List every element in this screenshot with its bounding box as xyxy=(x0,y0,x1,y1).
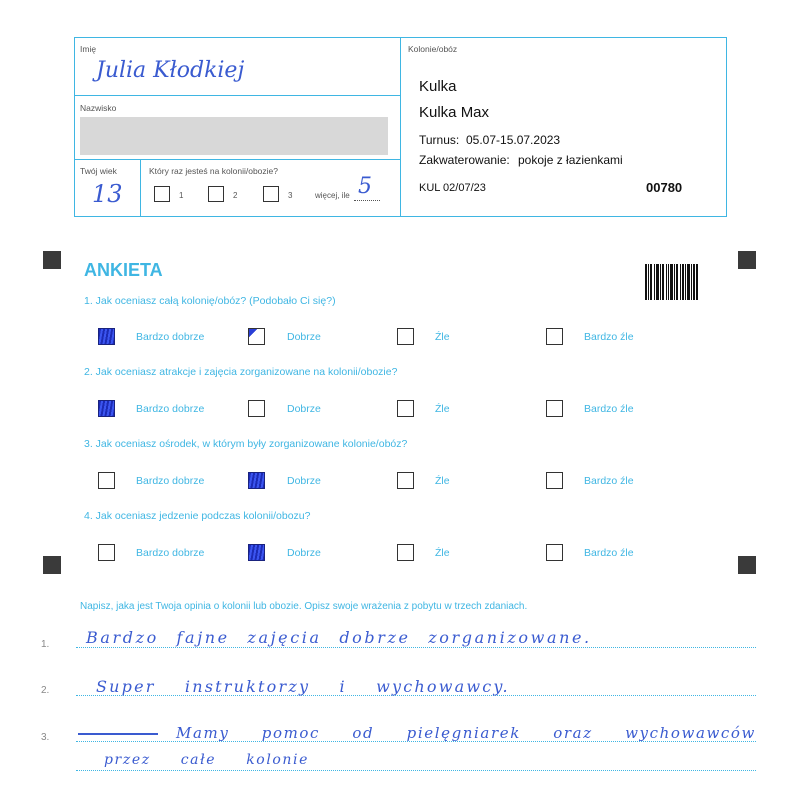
q2-option-dobrze-checkbox[interactable] xyxy=(248,400,265,417)
q2-option-bardzo-zle-checkbox[interactable] xyxy=(546,400,563,417)
q3-option-zle-label: Źle xyxy=(435,475,450,487)
q4-option-dobrze-checkbox[interactable] xyxy=(248,544,265,561)
q2-option-dobrze-label: Dobrze xyxy=(287,403,321,415)
wiek-label: Twój wiek xyxy=(80,166,117,176)
q4-option-bardzo-dobrze-label: Bardzo dobrze xyxy=(136,547,205,559)
q2-option-bardzo-dobrze-label: Bardzo dobrze xyxy=(136,403,205,415)
registration-mark-bottom-right xyxy=(738,556,756,574)
q1-option-zle-label: Źle xyxy=(435,331,450,343)
q3-option-bardzo-dobrze-label: Bardzo dobrze xyxy=(136,475,205,487)
q2-option-zle-checkbox[interactable] xyxy=(397,400,414,417)
question-1-text: 1. Jak oceniasz całą kolonię/obóz? (Podobało Ci się?) xyxy=(84,295,336,307)
line-number-2: 2. xyxy=(41,685,50,696)
q2-option-bardzo-dobrze-checkbox[interactable] xyxy=(98,400,115,417)
answer-text-2[interactable]: Super instruktorzy i wychowawcy. xyxy=(96,677,510,696)
answer-text-1[interactable]: Bardzo fajne zajęcia dobrze zorganizowane. xyxy=(86,628,592,647)
zakwaterowanie-value: pokoje z łazienkami xyxy=(518,153,623,167)
q2-option-bardzo-zle-label: Bardzo źle xyxy=(584,403,634,415)
question-3-text: 3. Jak oceniasz ośrodek, w którym były zorganizowane kolonie/obóz? xyxy=(84,438,408,450)
wiecej-label: więcej, ile xyxy=(315,191,350,200)
visit-option-1-checkbox[interactable] xyxy=(154,186,170,202)
header-divider-vertical xyxy=(400,37,401,217)
wiecej-line xyxy=(354,200,380,201)
visit-option-1-label: 1 xyxy=(179,191,184,200)
barcode-icon xyxy=(645,264,699,300)
imie-value[interactable]: Julia Kłodkiej xyxy=(96,58,245,83)
registration-mark-top-right xyxy=(738,251,756,269)
q1-option-bardzo-dobrze-label: Bardzo dobrze xyxy=(136,331,205,343)
q1-option-dobrze-label: Dobrze xyxy=(287,331,321,343)
wiecej-value[interactable]: 5 xyxy=(358,174,372,199)
answer-line-1 xyxy=(76,647,756,648)
q1-option-bardzo-dobrze-checkbox[interactable] xyxy=(98,328,115,345)
header-divider-2 xyxy=(74,159,401,160)
kolonia-name: Kulka xyxy=(419,78,457,95)
line-number-1: 1. xyxy=(41,639,50,650)
q2-option-zle-label: Źle xyxy=(435,403,450,415)
q4-option-bardzo-zle-checkbox[interactable] xyxy=(546,544,563,561)
camp-code: KUL 02/07/23 xyxy=(419,182,486,194)
answer-text-4[interactable]: przez całe kolonie xyxy=(104,752,310,768)
q3-option-dobrze-checkbox[interactable] xyxy=(248,472,265,489)
header-divider-1 xyxy=(74,95,401,96)
q4-option-bardzo-dobrze-checkbox[interactable] xyxy=(98,544,115,561)
q4-option-bardzo-zle-label: Bardzo źle xyxy=(584,547,634,559)
answer-text-3[interactable]: Mamy pomoc od pielęgniarek oraz wychowawców xyxy=(176,724,756,742)
q1-option-bardzo-zle-label: Bardzo źle xyxy=(584,331,634,343)
q1-option-bardzo-zle-checkbox[interactable] xyxy=(546,328,563,345)
ktory-raz-label: Który raz jesteś na kolonii/obozie? xyxy=(149,166,278,176)
q3-option-bardzo-zle-checkbox[interactable] xyxy=(546,472,563,489)
q1-option-dobrze-checkbox[interactable] xyxy=(248,328,265,345)
form-number: 00780 xyxy=(646,180,683,195)
q4-option-dobrze-label: Dobrze xyxy=(287,547,321,559)
crossed-out-word xyxy=(78,733,158,735)
question-4-text: 4. Jak oceniasz jedzenie podczas kolonii/obozu? xyxy=(84,510,311,522)
turnus-value: 05.07-15.07.2023 xyxy=(466,133,561,147)
kolonia-subname: Kulka Max xyxy=(419,104,490,121)
survey-title: ANKIETA xyxy=(84,260,163,280)
imie-label: Imię xyxy=(80,44,97,54)
zakwaterowanie-label: Zakwaterowanie: xyxy=(419,153,510,167)
q3-option-zle-checkbox[interactable] xyxy=(397,472,414,489)
line-number-3: 3. xyxy=(41,732,50,743)
registration-mark-top-left xyxy=(43,251,61,269)
turnus-label: Turnus: xyxy=(419,133,460,147)
q4-option-zle-checkbox[interactable] xyxy=(397,544,414,561)
nazwisko-label: Nazwisko xyxy=(80,103,117,113)
visit-option-2-checkbox[interactable] xyxy=(208,186,224,202)
wiek-value[interactable]: 13 xyxy=(92,180,123,208)
visit-option-2-label: 2 xyxy=(233,191,238,200)
nazwisko-redacted xyxy=(80,117,388,155)
kolonie-label: Kolonie/obóz xyxy=(408,44,458,54)
q3-option-bardzo-dobrze-checkbox[interactable] xyxy=(98,472,115,489)
q3-option-dobrze-label: Dobrze xyxy=(287,475,321,487)
visit-option-3-label: 3 xyxy=(288,191,293,200)
q1-option-zle-checkbox[interactable] xyxy=(397,328,414,345)
opinion-prompt: Napisz, jaka jest Twoja opinia o kolonii lub obozie. Opisz swoje wrażenia z pobytu w trzech zdaniach. xyxy=(80,601,528,612)
answer-line-4 xyxy=(76,770,756,771)
q3-option-bardzo-zle-label: Bardzo źle xyxy=(584,475,634,487)
q4-option-zle-label: Źle xyxy=(435,547,450,559)
registration-mark-bottom-left xyxy=(43,556,61,574)
visit-option-3-checkbox[interactable] xyxy=(263,186,279,202)
header-divider-3 xyxy=(140,159,141,217)
question-2-text: 2. Jak oceniasz atrakcje i zajęcia zorganizowane na kolonii/obozie? xyxy=(84,366,398,378)
